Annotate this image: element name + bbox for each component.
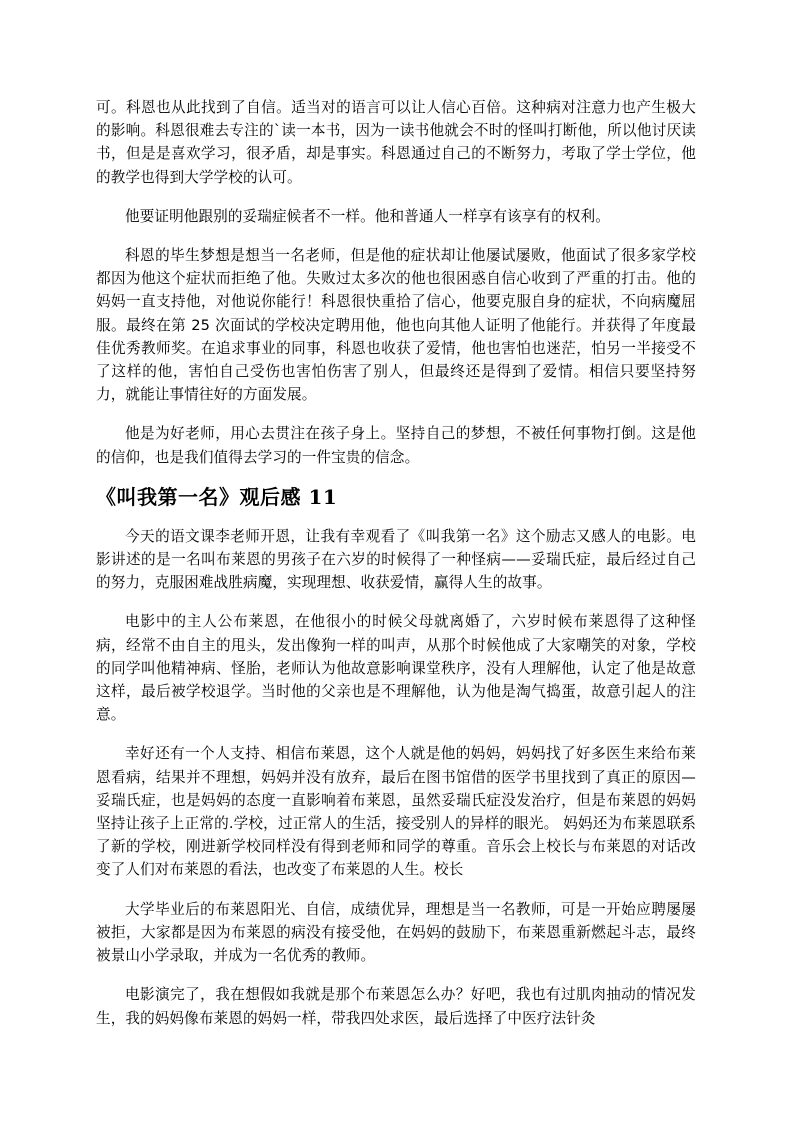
paragraph: 大学毕业后的布莱恩阳光、自信，成绩优异，理想是当一名教师，可是一开始应聘屡屡被拒，大家都是因为布莱恩的病没有接受他，在妈妈的鼓励下，布莱恩重新燃起斗志，最终被景山小学录取，并成为一名优秀的教师。 [96,900,696,965]
document-page [96,96,696,1030]
paragraph: 电影演完了，我在想假如我就是那个布莱恩怎么办？好吧，我也有过肌肉抽动的情况发生，我的妈妈像布莱恩的妈妈一样，带我四处求医，最后选择了中医疗法针灸 [96,986,696,1027]
section-heading: 《叫我第一名》观后感 11 [96,484,338,509]
paragraph: 幸好还有一个人支持、相信布莱恩，这个人就是他的妈妈，妈妈找了好多医生来给布莱恩看病，结果并不理想，妈妈并没有放弃，最后在图书馆借的医学书里找到了真正的原因—妥瑞氏症，也是妈妈的态度一直影响着布莱恩，虽然妥瑞氏症没发治疗，但是布莱恩的妈妈坚持让孩子上正常的.学校，过正常人的生活，接受别人的异样的眼光。 妈妈还为布莱恩联系了新的学校，刚进新学校同样没有得到老师和同学的尊重。音乐会上校长与布莱恩的对话改变了人们对布莱恩的看法，也改变了布莱恩的人生。校长 [96,745,696,879]
paragraph-gap [96,189,696,205]
paragraph-gap [96,228,696,244]
paragraph: 他要证明他跟别的妥瑞症候者不一样。他和普通人一样享有该享有的权利。 [125,207,610,225]
paragraph: 可。科恩也从此找到了自信。适当对的语言可以让人信心百倍。这种病对注意力也产生极大的影响。科恩很难去专注的`读一本书，因为一读书他就会不时的怪叫打断他，所以他讨厌读书，但是是喜欢学习，很矛盾，却是事实。科恩通过自己的不断努力，考取了学士学位，他的教学也得到大学学校的认可。 [96,99,696,186]
paragraph-gap [96,967,696,983]
paragraph-gap [96,594,696,610]
paragraph-gap [96,406,696,422]
paragraph: 电影中的主人公布莱恩，在他很小的时候父母就离婚了，六岁时候布莱恩得了这种怪病，经常不由自主的甩头，发出像狗一样的叫声，从那个时候他成了大家嘲笑的对象，学校的同学叫他精神病、怪胎，老师认为他故意影响课堂秩序，没有人理解他，认定了他是故意这样，最后被学校退学。当时他的父亲也是不理解他，认为他是淘气捣蛋，故意引起人的注意。 [96,613,696,724]
paragraph-gap [96,882,696,898]
paragraph: 他是为好老师，用心去贯注在孩子身上。坚持自己的梦想，不被任何事物打倒。这是他的信仰，也是我们值得去学习的一件宝贵的信念。 [96,425,696,466]
paragraph-gap [96,726,696,742]
paragraph: 科恩的毕生梦想是想当一名老师，但是他的症状却让他屡试屡败，他面试了很多家学校都因为他这个症状而拒绝了他。失败过太多次的他也很困惑自信心收到了严重的打击。他的妈妈一直支持他，对他说你能行！科恩很快重拾了信心，他要克服自身的症状，不向病魔屈服。最终在第 25 次面试的学校决定聘用他，他也向其他人证明了他能行。并获得了年度最佳优秀教师奖。在追求事业的同事，科恩也收获了爱情，他也害怕也迷茫，怕另一半接受不了这样的他，害怕自己受伤也害怕伤害了别人，但最终还是得到了爱情。相信只要坚持努力，就能让事情往好的方面发展。 [96,247,696,404]
paragraph: 今天的语文课李老师开恩，让我有幸观看了《叫我第一名》这个励志又感人的电影。电影讲述的是一名叫布莱恩的男孩子在六岁的时候得了一种怪病——妥瑞氏症，最后经过自己的努力，克服困难战胜病魔，实现理想、收获爱情，赢得人生的故事。 [96,527,696,592]
